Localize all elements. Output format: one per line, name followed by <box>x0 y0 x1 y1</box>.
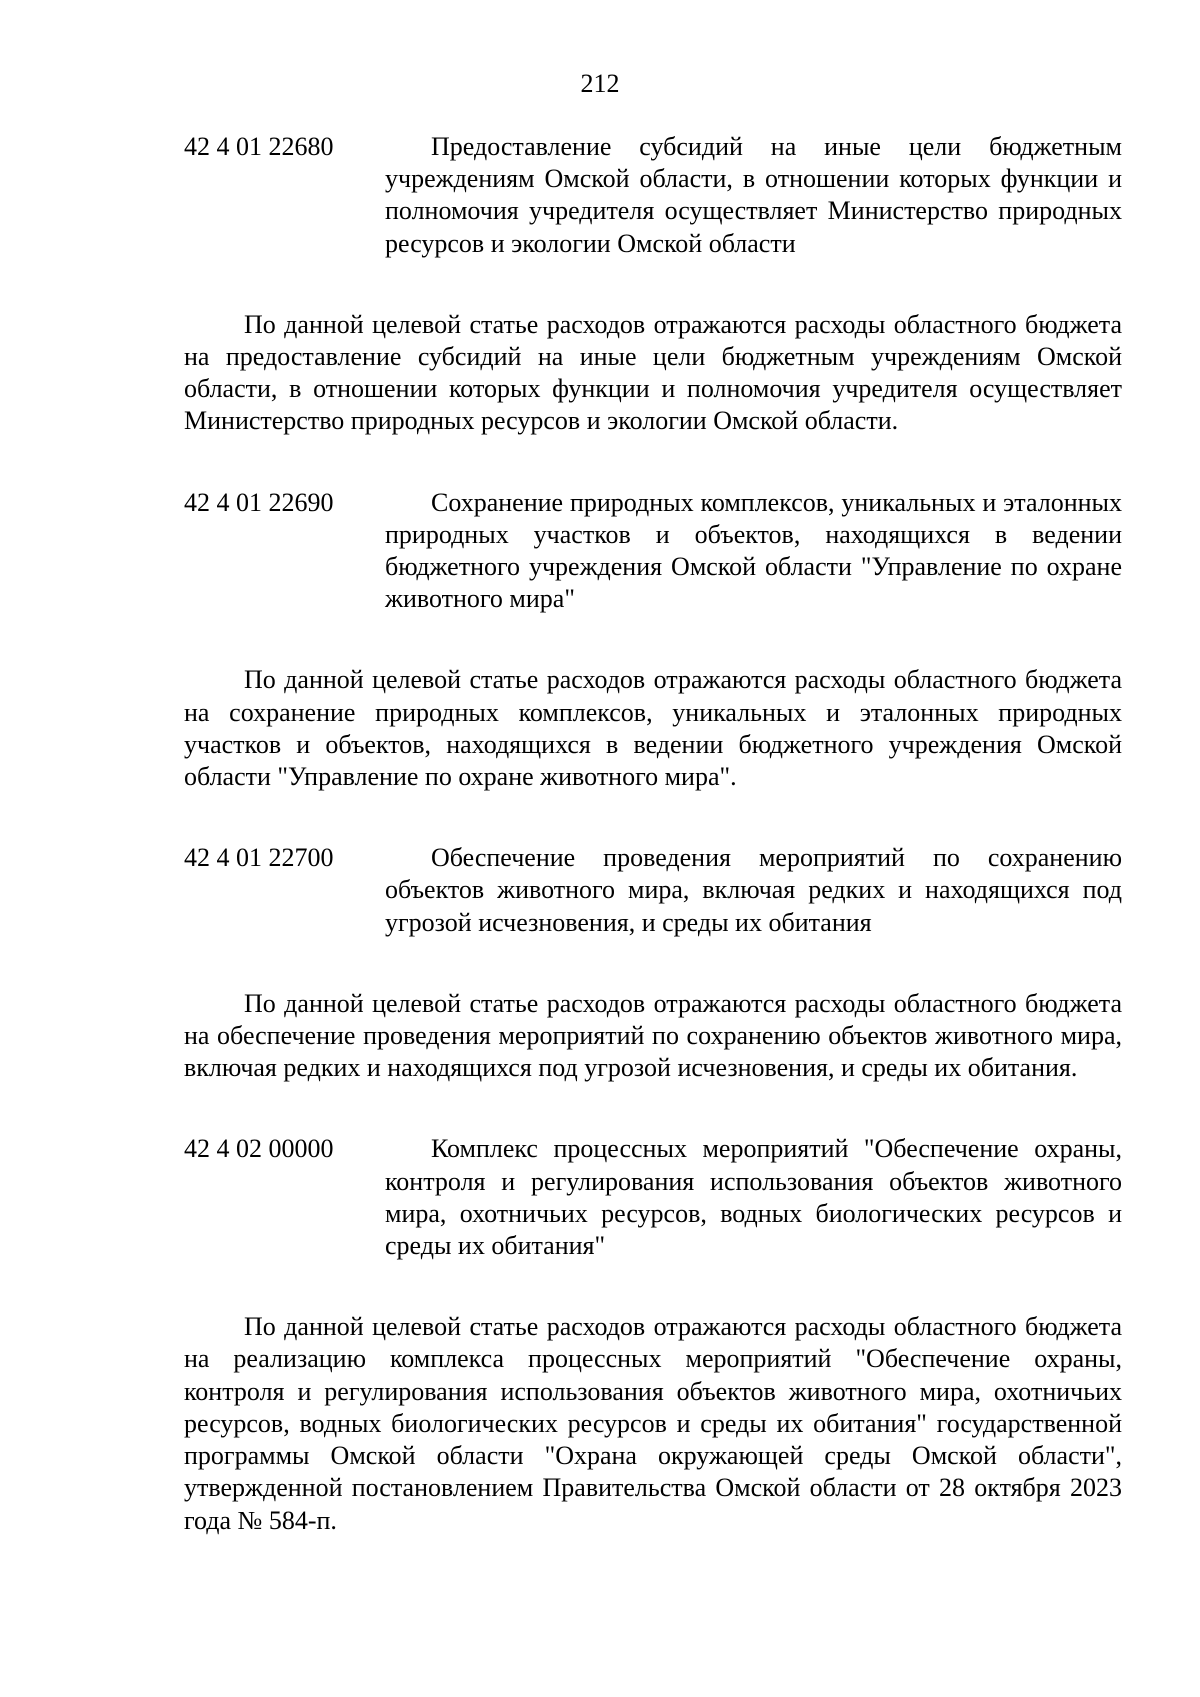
entry-description: По данной целевой статье расходов отражаются расходы областного бюджета на реализацию комплекса процессных мероприятий "Обеспечение охраны, контроля и регулирования использования объектов животного мира, охотничьих ресурсов, водных биологических ресурсов и среды их обитания" государственной программы Омской области "Охрана окружающей среды Омской области", утвержденной постановлением Правительства Омской области от 28 октября 2023 года № 584-п. <box>184 1312 1122 1535</box>
budget-entry <box>184 1133 1122 1262</box>
budget-entry <box>184 842 1122 939</box>
entry-description: По данной целевой статье расходов отражаются расходы областного бюджета на предоставление субсидий на иные цели бюджетным учреждениям Омской области, в отношении которых функции и полномочия учредителя осуществляет Министерство природных ресурсов и экологии Омской области. <box>184 309 1122 436</box>
entry-code: 42 4 02 00000 <box>184 1134 334 1164</box>
entry-title: Сохранение природных комплексов, уникальных и эталонных природных участков и объектов, находящихся в ведении бюджетного учреждения Омской области "Управление по охране животного мира" <box>385 487 1122 614</box>
budget-entry <box>184 131 1122 260</box>
entry-code: 42 4 01 22680 <box>184 132 334 161</box>
entry-title: Обеспечение проведения мероприятий по сохранению объектов животного мира, включая редких и находящихся под угрозой исчезновения, и среды их обитания <box>385 843 1122 937</box>
document-body <box>184 131 1122 1537</box>
entry-code: 42 4 01 22690 <box>184 487 334 517</box>
budget-entry <box>184 487 1122 616</box>
entry-title: Комплекс процессных мероприятий "Обеспечение охраны, контроля и регулирования использования объектов животного мира, охотничьих ресурсов, водных биологических ресурсов и среды их обитания" <box>385 1134 1122 1261</box>
entry-description: По данной целевой статье расходов отражаются расходы областного бюджета на обеспечение проведения мероприятий по сохранению объектов животного мира, включая редких и находящихся под угрозой исчезновения, и среды их обитания. <box>184 988 1122 1083</box>
entry-title: Предоставление субсидий на иные цели бюджетным учреждениям Омской области, в отношении которых функции и полномочия учредителя осуществляет Министерство природных ресурсов и экологии Омской области <box>385 132 1122 258</box>
entry-code: 42 4 01 22700 <box>184 843 334 873</box>
entry-description: По данной целевой статье расходов отражаются расходы областного бюджета на сохранение природных комплексов, уникальных и эталонных природных участков и объектов, находящихся в ведении бюджетного учреждения Омской области "Управление по охране животного мира". <box>184 665 1122 792</box>
page-number: 212 <box>580 69 620 98</box>
